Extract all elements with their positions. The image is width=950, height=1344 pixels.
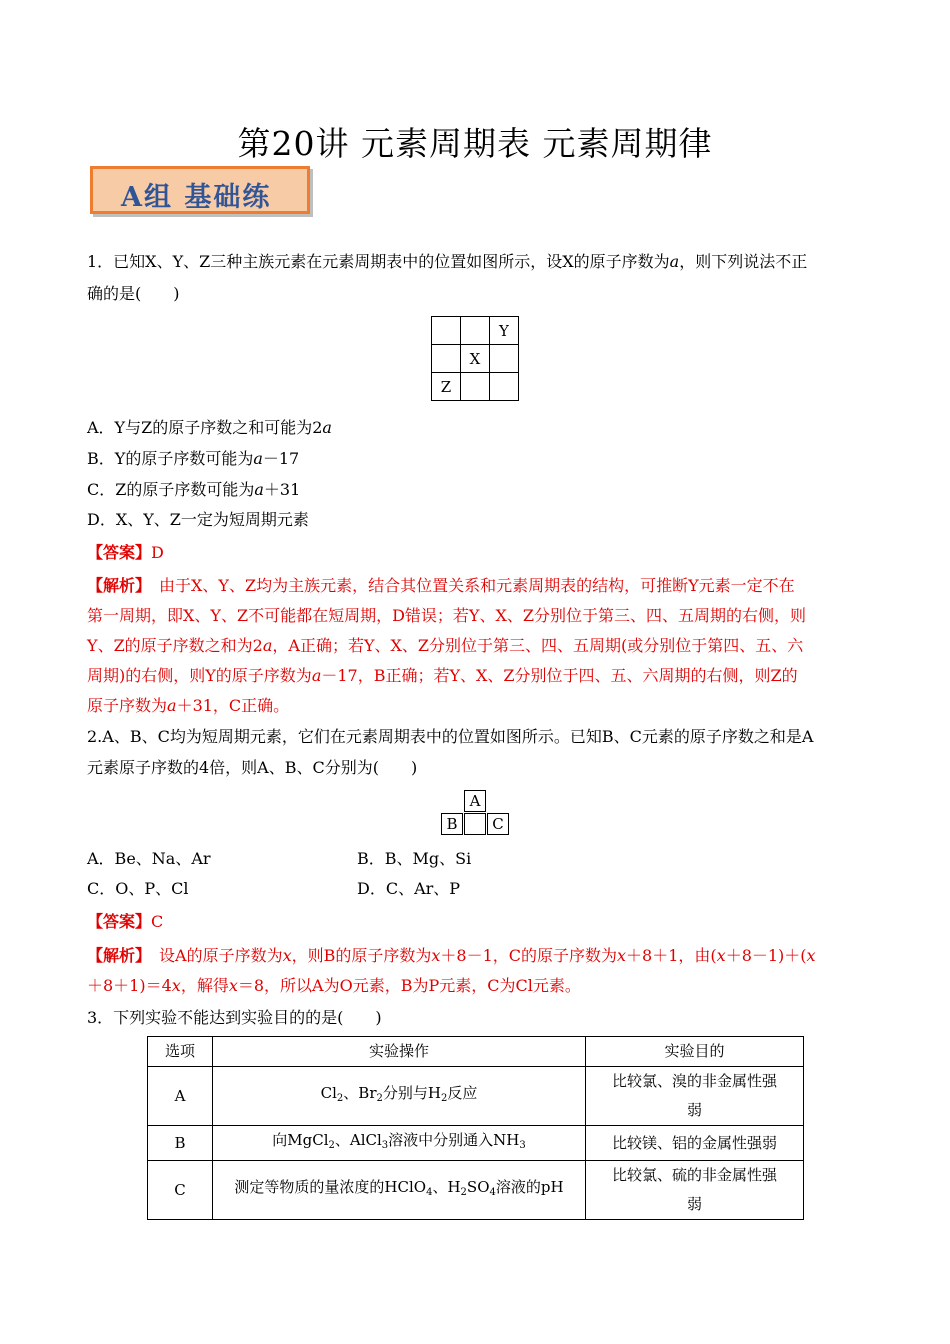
q3-stem: 3．下列实验不能达到实验目的的是( ) bbox=[87, 1008, 382, 1027]
row-c-operation: 测定等物质的量浓度的HClO$_4$、$H_2SO_4$溶液的pH bbox=[213, 1161, 586, 1220]
row-b-purpose: 比较镁、铝的金属性强弱 bbox=[586, 1126, 804, 1161]
grid-cell bbox=[461, 317, 490, 345]
q1-periodic-grid bbox=[431, 316, 519, 401]
q2-stem-line2: 元素原子序数的4倍，则A、B、C分别为( ) bbox=[87, 758, 418, 777]
page-title: 第20讲 元素周期表 元素周期律 bbox=[237, 124, 713, 163]
grid-cell: Y bbox=[490, 317, 519, 345]
section-label: A组 基础练 bbox=[121, 182, 272, 213]
q1-analysis-line1: 【解析】 由于X、Y、Z均为主族元素，结合其位置关系和元素周期表的结构，可推断Y元素一定不在 bbox=[87, 576, 795, 595]
table-row bbox=[148, 1067, 804, 1126]
q2-option-a: A．Be、Na、Ar bbox=[87, 849, 211, 868]
row-a-operation: $Cl_2$、$Br_2$分别与$H_2$反应 bbox=[213, 1067, 586, 1126]
row-a-label: A bbox=[148, 1067, 213, 1126]
q1-analysis-line4: 周期)的右侧，则Y的原子序数为a－17，B正确；若Y、X、Z分别位于四、五、六周期的右侧，则Z的 bbox=[87, 666, 798, 685]
cell-a: A bbox=[464, 790, 486, 812]
header-option: 选项 bbox=[148, 1037, 213, 1067]
grid-cell bbox=[461, 373, 490, 401]
grid-cell: Z bbox=[432, 373, 461, 401]
cell-b: B bbox=[441, 813, 463, 835]
grid-cell bbox=[432, 345, 461, 373]
q2-option-c: C．O、P、Cl bbox=[87, 879, 189, 898]
row-a-purpose: 比较氯、溴的非金属性强 弱 bbox=[586, 1067, 804, 1126]
q2-analysis-line2: ＋8＋1)＝4x，解得x＝8，所以A为O元素，B为P元素，C为Cl元素。 bbox=[87, 976, 581, 995]
q1-analysis-line5: 原子序数为a＋31，C正确。 bbox=[87, 696, 290, 715]
q1-stem-line1: 1．已知X、Y、Z三种主族元素在元素周期表中的位置如图所示，设X的原子序数为a，则下列说法不正 bbox=[87, 252, 808, 271]
section-badge bbox=[90, 166, 310, 214]
row-b-operation: 向MgCl$_2$、AlCl$_3$溶液中分别通入$NH_3$ bbox=[213, 1126, 586, 1161]
table-header-row bbox=[148, 1037, 804, 1067]
grid-cell bbox=[490, 345, 519, 373]
cell-empty bbox=[464, 813, 486, 835]
q2-analysis-line1: 【解析】 设A的原子序数为x，则B的原子序数为x＋8－1，C的原子序数为x＋8＋1，由(x＋8－1)＋(x bbox=[87, 946, 816, 965]
row-c-label: C bbox=[148, 1161, 213, 1220]
q1-analysis-line3: Y、Z的原子序数之和为2a，A正确；若Y、X、Z分别位于第三、四、五周期(或分别位于第四、五、六 bbox=[87, 636, 804, 655]
q2-stem-line1: 2.A、B、C均为短周期元素，它们在元素周期表中的位置如图所示。已知B、C元素的原子序数之和是A bbox=[87, 727, 814, 746]
grid-cell: X bbox=[461, 345, 490, 373]
q1-analysis-line2: 第一周期，即X、Y、Z不可能都在短周期，D错误；若Y、X、Z分别位于第三、四、五周期的右侧，则 bbox=[87, 606, 806, 625]
q2-option-b: B．B、Mg、Si bbox=[357, 849, 472, 868]
q2-option-d: D．C、Ar、P bbox=[357, 879, 461, 898]
q2-answer: 【答案】C bbox=[87, 912, 164, 931]
header-purpose: 实验目的 bbox=[586, 1037, 804, 1067]
q1-option-d: D．X、Y、Z一定为短周期元素 bbox=[87, 510, 309, 529]
row-c-purpose: 比较氯、硫的非金属性强 弱 bbox=[586, 1161, 804, 1220]
row-b-label: B bbox=[148, 1126, 213, 1161]
q1-option-b: B．Y的原子序数可能为a－17 bbox=[87, 449, 300, 468]
header-operation: 实验操作 bbox=[213, 1037, 586, 1067]
q3-experiment-table bbox=[147, 1036, 804, 1220]
grid-cell bbox=[432, 317, 461, 345]
table-row bbox=[148, 1126, 804, 1161]
grid-cell bbox=[490, 373, 519, 401]
q1-option-a: A．Y与Z的原子序数之和可能为2a bbox=[87, 418, 332, 437]
q1-answer: 【答案】D bbox=[87, 543, 164, 562]
cell-c: C bbox=[487, 813, 509, 835]
table-row bbox=[148, 1161, 804, 1220]
q1-stem-line2: 确的是( ) bbox=[87, 284, 180, 303]
q1-option-c: C．Z的原子序数可能为a＋31 bbox=[87, 480, 301, 499]
